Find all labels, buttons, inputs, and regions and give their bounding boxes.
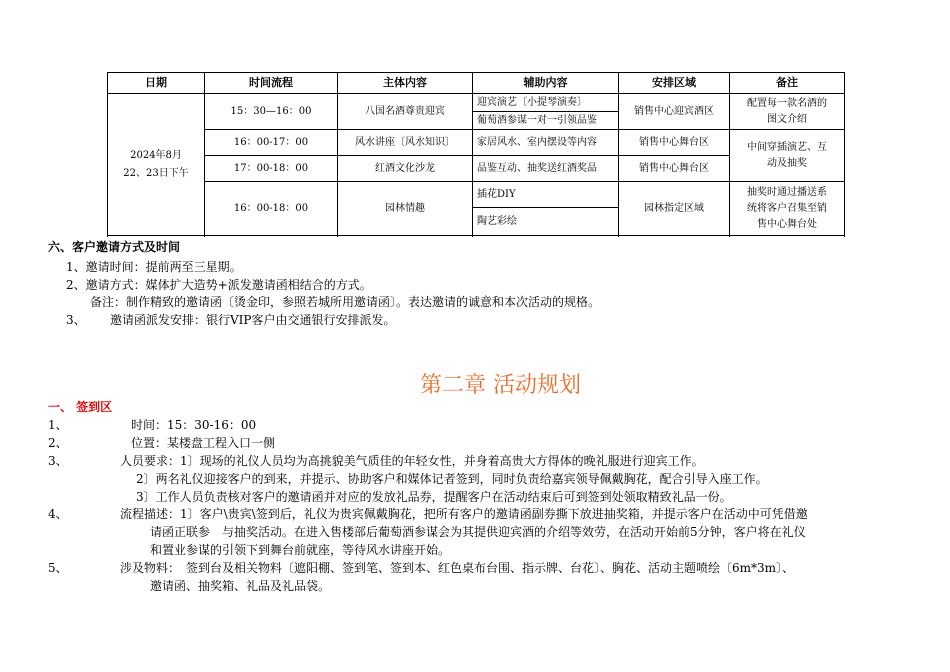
signin-materials-2: 邀请函、抽奖箱、礼品及礼品袋。 — [150, 579, 331, 593]
aux-cell: 家居风水、室内摆设等内容 — [473, 130, 619, 156]
header-area: 安排区域 — [619, 73, 730, 94]
signin-num: 4、 — [48, 507, 68, 521]
section6-heading: 六、客户邀请方式及时间 — [48, 240, 181, 254]
area-cell: 销售中心舞台区 — [619, 156, 730, 182]
time-cell: 16：00-18：00 — [205, 182, 338, 236]
aux-cell: 插花DIY — [473, 182, 619, 208]
chapter-title: 第二章 活动规划 — [420, 373, 581, 398]
section6-line2: 2、邀请方式：媒体扩大造势+派发邀请函相结合的方式。 — [66, 278, 372, 292]
signin-materials-1: 涉及物料： 签到台及相关物料〔遮阳棚、签到笔、签到本、红色桌布台围、指示牌、台花〕、胸花、活动主题喷绘〔6m*3m〕、 — [120, 561, 795, 575]
time-cell: 16：00-17：00 — [205, 130, 338, 156]
table-row — [108, 130, 845, 156]
signin-num: 5、 — [48, 561, 68, 575]
main-cell: 风水讲座〔风水知识〕 — [338, 130, 473, 156]
signin-flow-1: 流程描述：1〕客户\贵宾\签到后，礼仪为贵宾佩戴胸花，把所有客户的邀请函副券撕下放进抽奖箱，并提示客户在活动中可凭借邀 — [120, 507, 808, 521]
header-aux: 辅助内容 — [473, 73, 619, 94]
signin-num: 2、 — [48, 436, 68, 450]
section6-note: 备注：制作精致的邀请函〔烫金印，参照若城所用邀请函〕。表达邀请的诚意和本次活动的规格。 — [90, 295, 601, 309]
area-cell: 园林指定区域 — [619, 182, 730, 236]
note-cell: 抽奖时通过播送系 统将客户召集至销 售中心舞台处 — [730, 182, 845, 236]
section6-line1: 1、邀请时间：提前两至三星期。 — [66, 260, 242, 274]
table-row — [108, 182, 845, 208]
signin-staff-1: 人员要求：1〕现场的礼仪人员均为高挑貌美气质佳的年轻女性，并身着高贵大方得体的晚礼服进行迎宾工作。 — [120, 454, 704, 468]
schedule-table — [107, 72, 845, 236]
time-cell: 15：30—16：00 — [205, 94, 338, 130]
aux-cell: 葡萄酒参谋一对一引领品鉴 — [473, 112, 619, 130]
signin-num: 1、 — [48, 418, 68, 432]
signin-num: 3、 — [48, 454, 68, 468]
section6-line3-num: 3、 — [66, 313, 86, 327]
note-cell: 中间穿插演艺、互 动及抽奖 — [730, 130, 845, 182]
header-note: 备注 — [730, 73, 845, 94]
header-time: 时间流程 — [205, 73, 338, 94]
signin-time: 时间：15：30-16：00 — [131, 418, 257, 432]
main-cell: 园林情趣 — [338, 182, 473, 236]
aux-cell: 品鉴互动、抽奖送红酒奖品 — [473, 156, 619, 182]
table-row — [108, 94, 845, 112]
aux-cell: 陶艺彩绘 — [473, 208, 619, 236]
aux-cell: 迎宾演艺〔小提琴演奏〕 — [473, 94, 619, 112]
table-header-row — [108, 73, 845, 94]
signin-heading: 一、 签到区 — [48, 400, 113, 414]
signin-location: 位置：某楼盘工程入口一侧 — [131, 436, 276, 450]
area-cell: 销售中心迎宾酒区 — [619, 94, 730, 130]
area-cell: 销售中心舞台区 — [619, 130, 730, 156]
date-cell: 2024年8月 22、23日下午 — [108, 94, 205, 236]
note-cell: 配置每一款名酒的 图文介绍 — [730, 94, 845, 130]
header-main: 主体内容 — [338, 73, 473, 94]
signin-flow-3: 和置业参谋的引领下到舞台前就座，等待风水讲座开始。 — [150, 543, 451, 557]
signin-staff-2: 2〕两名礼仪迎接客户的到来，并提示、协助客户和媒体记者签到，同时负责给嘉宾领导佩戴胸花，配合引导入座工作。 — [136, 472, 768, 486]
section6-line3: 邀请函派发安排：银行VIP客户由交通银行安排派发。 — [110, 313, 396, 327]
signin-staff-3: 3〕工作人员负责核对客户的邀请函并对应的发放礼品券，提醒客户在活动结束后可到签到处领取精致礼品一份。 — [136, 490, 732, 504]
main-cell: 红酒文化沙龙 — [338, 156, 473, 182]
main-cell: 八国名酒尊贵迎宾 — [338, 94, 473, 130]
header-date: 日期 — [108, 73, 205, 94]
signin-flow-2: 请函正联参 与抽奖活动。在进入售楼部后葡萄酒参谋会为其提供迎宾酒的介绍等效劳，在活动开始前5分钟，客户将在礼仪 — [150, 525, 806, 539]
time-cell: 17：00-18：00 — [205, 156, 338, 182]
